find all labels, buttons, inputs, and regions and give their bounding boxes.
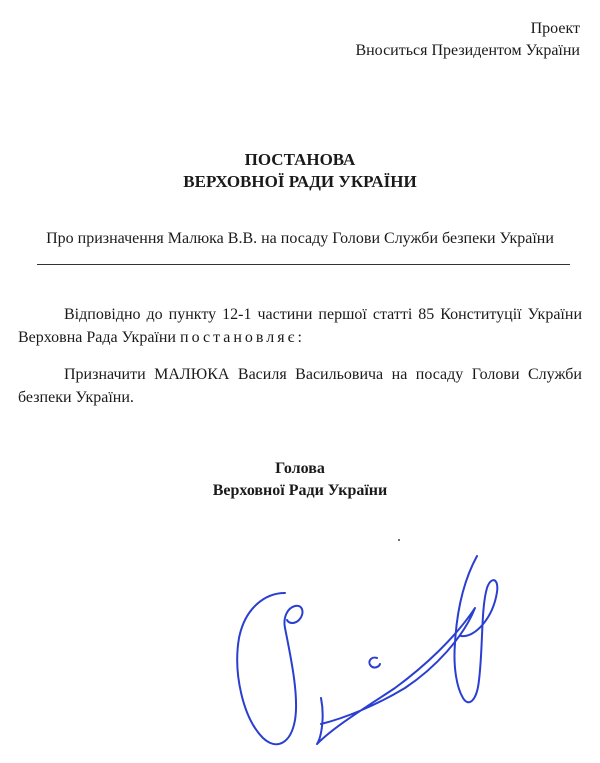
resolution-verb: постановляє: <box>180 329 305 346</box>
body-paragraph-1 <box>18 303 582 349</box>
body-paragraph-2: Призначити МАЛЮКА Василя Васильовича на посаду Голови Служби безпеки України. <box>18 366 582 406</box>
signatory-block <box>0 458 600 502</box>
paragraph-1-text: Відповідно до пункту 12-1 частини першої статті 85 Конституції України Верховна Рада України <box>18 306 582 346</box>
title-line-2: ВЕРХОВНОЇ РАДИ УКРАЇНИ <box>183 172 417 191</box>
signature-stroke-c <box>369 658 380 668</box>
handwritten-signature <box>225 548 525 748</box>
document-title <box>0 149 600 193</box>
divider-line <box>37 264 570 265</box>
signature-stroke-left <box>237 593 302 744</box>
signatory-institution: Верховної Ради України <box>212 482 388 499</box>
ink-speck <box>398 539 400 541</box>
signatory-title: Голова <box>275 460 325 477</box>
draft-label: Проект <box>530 20 580 37</box>
signature-stroke-right <box>454 556 497 702</box>
document-subject: Про призначення Малюка В.В. на посаду Голови Служби безпеки України <box>46 230 554 247</box>
signature-stroke-swoosh <box>317 608 475 744</box>
title-line-1: ПОСТАНОВА <box>244 150 356 169</box>
document-header <box>355 18 580 62</box>
submitted-by-label: Вноситься Президентом України <box>355 42 580 59</box>
